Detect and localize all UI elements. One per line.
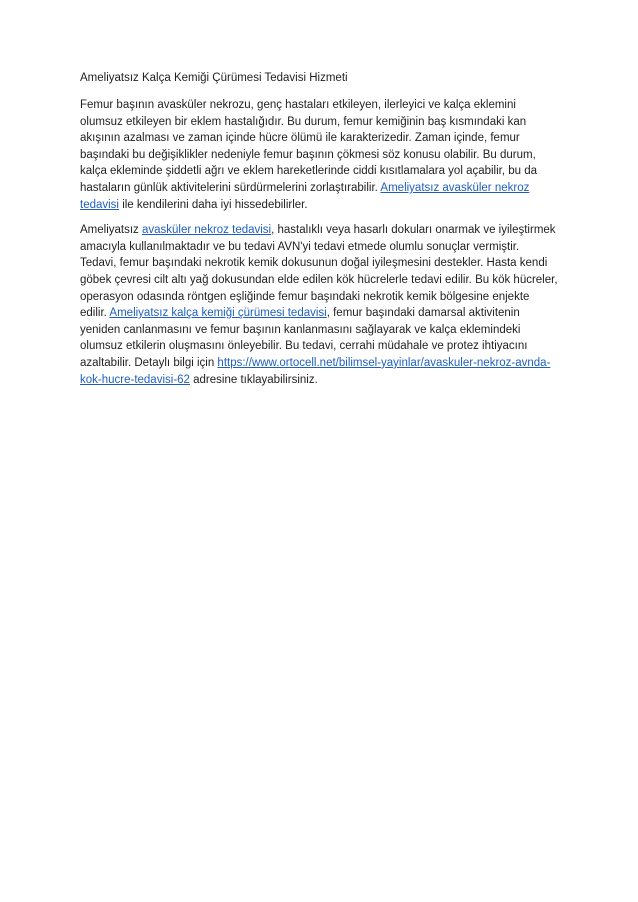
- paragraph-2-text-c: , femur başındaki damarsal aktivitenin yeniden canlanmasını ve femur başının kanlanmasını sağlayarak ve kalça eklemindeki olumsuz etkilerin oluşmasını önleyebilir. Bu tedavi, cerrahi müdahale ve protez ihtiyacını azaltabilir. Detaylı bilgi için: [80, 307, 528, 369]
- paragraph-1-text-b: ile kendilerini daha iyi hissedebilirler.: [119, 198, 308, 211]
- avascular-necrosis-link[interactable]: avasküler nekroz tedavisi: [142, 224, 272, 237]
- document-page: [80, 70, 558, 397]
- paragraph-1: [80, 97, 558, 213]
- paragraph-2: [80, 222, 558, 388]
- ortocell-url-link[interactable]: https://www.ortocell.net/bilimsel-yayinlar/avaskuler-nekroz-avnda-kok-hucre-tedavisi-62: [80, 356, 551, 386]
- avascular-necrosis-treatment-link[interactable]: Ameliyatsız avasküler nekroz tedavisi: [80, 181, 530, 211]
- document-title: Ameliyatsız Kalça Kemiği Çürümesi Tedavisi Hizmeti: [80, 72, 348, 84]
- paragraph-2-text-d: adresine tıklayabilirsiniz.: [189, 373, 318, 386]
- paragraph-2-text-a: Ameliyatsız: [80, 224, 142, 237]
- paragraph-1-text-a: Femur başının avasküler nekrozu, genç hastaları etkileyen, ilerleyici ve kalça eklemini olumsuz etkileyen bir eklem hastalığıdır. Bu durum, femur kemiğinin baş kısmındaki kan akışının azalması ve zaman içinde hücre ölümü ile karakterizedir. Zaman içinde, femur başındaki bu değişiklikler nedeniyle femur başının çökmesi söz konusu olabilir. Bu durum, kalça ekleminde şiddetli ağrı ve eklem hareketlerinde ciddi kısıtlamalara yol açabilir, bu da hastaların günlük aktivitelerini sürdürmelerini zorlaştırabilir.: [80, 99, 538, 194]
- paragraph-2-text-b: , hastalıklı veya hasarlı dokuları onarmak ve iyileştirmek amacıyla kullanılmaktadır ve bu tedavi AVN'yi tedavi etmede olumlu sonuçlar vermiştir. Tedavi, femur başındaki nekrotik kemik dokusunun doğal iyileşmesini destekler. Hasta kendi göbek çevresi cilt altı yağ dokusundan elde edilen kök hücrelerle tedavi edilir. Bu kök hücreler, operasyon odasında röntgen eşliğinde femur başındaki nekrotik kemik bölgesine enjekte edilir.: [80, 224, 558, 320]
- hip-bone-treatment-link[interactable]: Ameliyatsız kalça kemiği çürümesi tedavisi: [109, 307, 327, 320]
